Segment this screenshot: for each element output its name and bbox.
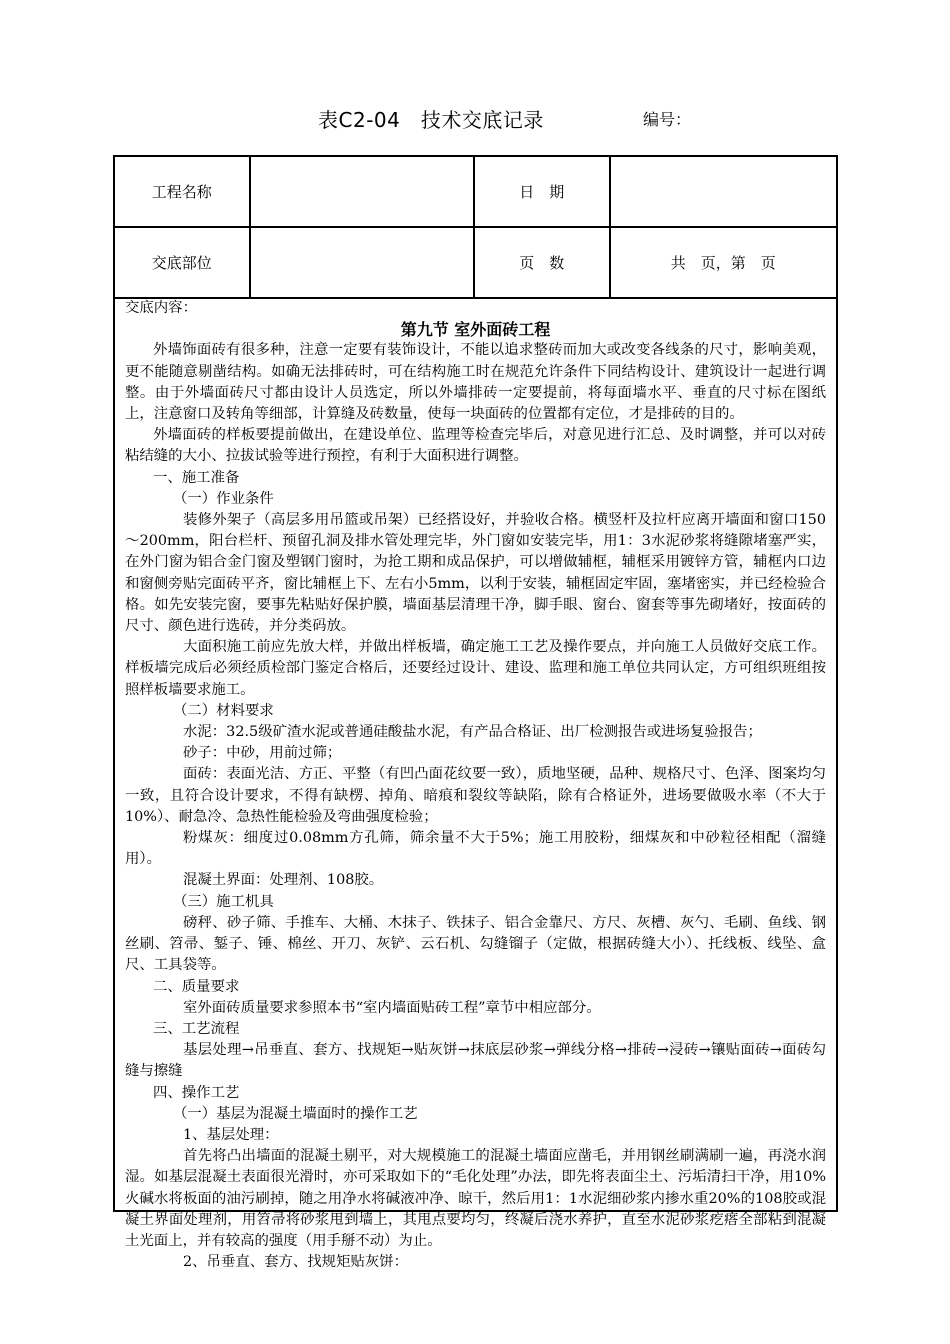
heading-level-1: 四、操作工艺 — [153, 1084, 240, 1101]
heading-level-2: （一）基层为混凝土墙面时的操作工艺 — [173, 1105, 418, 1122]
paragraph: 水泥：32.5级矿渣水泥或普通硅酸盐水泥，有产品合格证、出厂检测报告或进场复验报告； — [183, 724, 762, 741]
paragraph: 混凝土界面：处理剂、108胶。 — [183, 872, 384, 889]
date-label: 日 期 — [474, 156, 610, 227]
paragraph: 装修外架子（高层多用吊篮或吊架）已经搭设好，并验收合格。横竖杆及拉杆应离开墙面和窗口150～200mm，阳台栏杆、预留孔洞及排水管处理完毕，外门窗如安装完毕，用1：3水泥砂浆将缝隙堵塞严实，在外门窗为铝合金门窗及塑钢门窗时，为抢工期和成品保护，可以增做辅框，辅框采用镀锌方管，辅框内口边和窗侧旁贴完面砖平齐，窗比辅框上下、左右小5mm，以利于安装，辅框固定牢固，塞堵密实，并已经检验合格。如先安装完窗，要事先粘贴好保护膜，墙面基层清理干净，脚手眼、窗台、窗套等事先砌堵好，按面砖的尺寸、颜色进行选砖，并分类码放。 — [125, 512, 826, 635]
pages-value: 共 页，第 页 — [610, 227, 837, 298]
date-value[interactable] — [610, 156, 837, 227]
title-row — [0, 104, 950, 134]
heading-level-1: 一、施工准备 — [153, 469, 240, 486]
project-name-label: 工程名称 — [114, 156, 250, 227]
paragraph: 砂子：中砂，用前过筛； — [183, 745, 342, 762]
info-table — [113, 155, 838, 299]
serial-number-label: 编号： — [643, 110, 692, 129]
paragraph: 室外面砖质量要求参照本书“室内墙面贴砖工程”章节中相应部分。 — [183, 999, 601, 1016]
disclosure-part-label: 交底部位 — [114, 227, 250, 298]
paragraph: 磅秤、砂子筛、手推车、大桶、木抹子、铁抹子、铝合金靠尺、方尺、灰槽、灰勺、毛刷、鱼线、钢丝刷、笤帚、錾子、锤、棉丝、开刀、灰铲、云石机、勾缝镏子（定做，根据砖缝大小）、托线板、线坠、盒尺、工具袋等。 — [125, 914, 826, 974]
paragraph: 外墙饰面砖有很多种，注意一定要有装饰设计，不能以追求整砖而加大或改变各线条的尺寸，影响美观，更不能随意剔凿结构。如确无法排砖时，可在结构施工时在规范允许条件下同结构设计、建筑设计一起进行调整。由于外墙面砖尺寸都由设计人员选定，所以外墙排砖一定要提前，将每面墙水平、垂直的尺寸标在图纸上，注意窗口及转角等细部，计算缝及砖数量，使每一块面砖的位置都有定位，才是排砖的目的。 — [125, 342, 826, 423]
heading-level-2: （二）材料要求 — [173, 702, 274, 719]
paragraph: 大面积施工前应先放大样，并做出样板墙，确定施工工艺及操作要点，并向施工人员做好交底工作。样板墙完成后必须经质检部门鉴定合格后，还要经过设计、建设、监理和施工单位共同认定，方可组织班组按照样板墙要求施工。 — [125, 639, 826, 698]
project-name-value[interactable] — [250, 156, 474, 227]
heading-level-1: 三、工艺流程 — [153, 1020, 240, 1037]
paragraph: 首先将凸出墙面的混凝土剔平，对大规模施工的混凝土墙面应凿毛，并用钢丝刷满刷一遍，再浇水润湿。如基层混凝土表面很光滑时，亦可采取如下的“毛化处理”办法，即先将表面尘土、污垢清扫干净，用10%火碱水将板面的油污刷掉，随之用净水将碱液冲净、晾干，然后用1：1水泥细砂浆内掺水重20%的108胶或混凝土界面处理剂，用笤帚将砂浆甩到墙上，其甩点要均匀，终凝后浇水养护，直至水泥砂浆疙瘩全部粘到混凝土光面上，并有较高的强度（用手掰不动）为止。 — [125, 1148, 826, 1249]
heading-level-2: （三）施工机具 — [173, 893, 274, 910]
info-row-project — [114, 156, 837, 227]
paragraph: 外墙面砖的样板要提前做出，在建设单位、监理等检查完毕后，对意见进行汇总、及时调整，并可以对砖粘结缝的大小、拉拔试验等进行预控，有利于大面积进行调整。 — [125, 427, 826, 465]
disclosure-part-value[interactable] — [250, 227, 474, 298]
heading-level-2: （一）作业条件 — [173, 490, 274, 507]
paragraph: 粉煤灰：细度过0.08mm方孔筛，筛余量不大于5%；施工用胶粉，细煤灰和中砂粒径相配（溜缝用）。 — [125, 830, 826, 868]
document-title: 表C2-04 技术交底记录 — [318, 108, 544, 132]
heading-level-3: 1、基层处理： — [183, 1126, 279, 1143]
paragraph: 基层处理→吊垂直、套方、找规矩→贴灰饼→抹底层砂浆→弹线分格→排砖→浸砖→镶贴面砖→面砖勾缝与擦缝 — [125, 1042, 826, 1080]
paragraph: 面砖：表面光洁、方正、平整（有凹凸面花纹要一致），质地坚硬，品种、规格尺寸、色泽、图案均匀一致，且符合设计要求，不得有缺楞、掉角、暗痕和裂纹等缺陷，除有合格证外，进场要做吸水率（不大于10%）、耐急冷、急热性能检验及弯曲强度检验； — [125, 766, 826, 825]
info-row-part — [114, 227, 837, 298]
heading-level-3: 2、吊垂直、套方、找规矩贴灰饼： — [183, 1254, 409, 1271]
heading-level-1: 二、质量要求 — [153, 978, 240, 995]
pages-label: 页 数 — [474, 227, 610, 298]
section-title: 第九节 室外面砖工程 — [400, 320, 551, 340]
content-label: 交底内容： — [125, 300, 197, 316]
disclosure-content — [113, 296, 838, 1271]
